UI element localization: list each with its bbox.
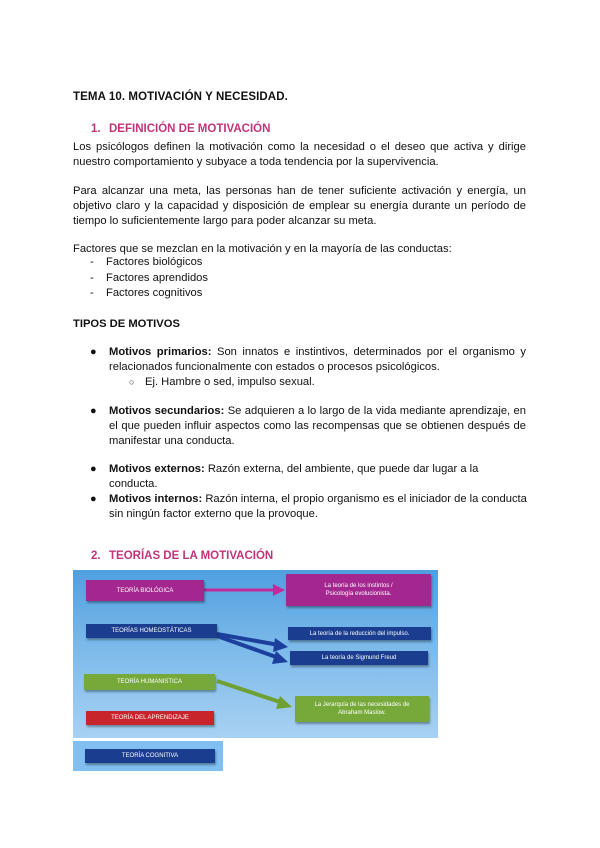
- motive-primary-line2: relacionados funcionalmente con estados o procesos psicológicos.: [109, 361, 440, 373]
- motive-primary-example: Ej. Hambre o sed, impulso sexual.: [145, 376, 315, 388]
- arrow-humanistic: [217, 681, 283, 703]
- motive-external-text: Razón externa, del ambiente, que puede dar lugar a la conducta.: [109, 463, 479, 490]
- factors-list: [73, 255, 208, 302]
- document-title: TEMA 10. MOTIVACIÓN Y NECESIDAD.: [73, 91, 288, 103]
- bullet-icon: ●: [90, 463, 97, 475]
- box-instinct-theory: [286, 574, 431, 606]
- factor-item: - Factores aprendidos: [73, 271, 208, 287]
- para2-line1: Para alcanzar una meta, las personas han de tener suficiente activación y energía, un: [73, 185, 526, 197]
- factor-item: - Factores cognitivos: [73, 286, 208, 302]
- box-maslow-hierarchy: [295, 696, 429, 722]
- section1-number: 1.: [91, 123, 101, 135]
- sub-bullet-icon: ○: [129, 377, 135, 387]
- para1-line2: nuestro comportamiento y subyace a toda tendencia por la supervivencia.: [73, 156, 439, 168]
- motive-external-label: Motivos externos:: [109, 463, 205, 475]
- box-theory-learning: TEORÍA DEL APRENDIZAJE: [86, 711, 214, 725]
- motive-secondary-line2: el que pueden influir aspectos como las recompensas que se obtienen después de: [109, 420, 526, 432]
- section1-heading: DEFINICIÓN DE MOTIVACIÓN: [109, 123, 271, 135]
- motive-internal-text: Razón interna, el propio organismo es el iniciador de la conducta: [205, 493, 527, 505]
- motive-primary-line1: [109, 345, 526, 360]
- box-theory-homeostatic: TEORÍAS HOMEOSTÁTICAS: [86, 624, 217, 638]
- para2-line2: objetivo claro y la capacidad y disposición de emplear su energía durante un período de: [73, 200, 526, 212]
- factor-item: - Factores biológicos: [73, 255, 208, 271]
- bullet-icon: ●: [90, 346, 97, 358]
- section2-heading: TEORÍAS DE LA MOTIVACIÓN: [109, 550, 274, 562]
- box-drive-reduction: La teoría de la reducción del impulso.: [288, 627, 431, 640]
- cognitive-theory-panel: [73, 741, 223, 771]
- para2-line3: tiempo lo suficientemente largo para poder alcanzar su meta.: [73, 215, 377, 227]
- motives-heading: TIPOS DE MOTIVOS: [73, 318, 180, 330]
- bullet-icon: ●: [90, 405, 97, 417]
- arrowhead-biological: [273, 584, 285, 596]
- arrowhead-homeostatic-2: [272, 651, 288, 664]
- para1-line1: Los psicólogos definen la motivación como la necesidad o el deseo que activa y dirige: [73, 141, 526, 153]
- motive-internal-line1: [109, 492, 529, 507]
- motive-external-line1: [109, 462, 529, 492]
- motive-internal-line2: sin ningún factor externo que la provoque.: [109, 508, 318, 520]
- box-freud-theory: La teoría de Sigmund Freud: [290, 651, 428, 665]
- motive-secondary-line1: [109, 404, 526, 419]
- box-maslow-line1: La Jerarquía de las necesidades de: [314, 702, 410, 708]
- motive-secondary-line3: manifestar una conducta.: [109, 435, 235, 447]
- box-theory-cognitive: TEORÍA COGNITIVA: [85, 749, 215, 763]
- box-theory-humanistic: TEORÍA HUMANISTICA: [84, 674, 215, 690]
- bullet-icon: ●: [90, 493, 97, 505]
- motive-internal-label: Motivos internos:: [109, 493, 203, 505]
- motive-primary-label: Motivos primarios:: [109, 346, 212, 358]
- box-instinct-line1: La teoría de los instintos /: [324, 583, 393, 589]
- factors-intro: Factores que se mezclan en la motivación y en la mayoría de las conductas:: [73, 243, 452, 255]
- section2-number: 2.: [91, 550, 101, 562]
- motive-primary-text: Son innatos e instintivos, determinados por el organismo y: [217, 346, 526, 358]
- motive-secondary-label: Motivos secundarios:: [109, 405, 225, 417]
- arrowhead-homeostatic-1: [273, 638, 288, 652]
- arrowhead-humanistic: [276, 696, 292, 709]
- box-theory-biological: TEORÍA BIOLÓGICA: [86, 580, 204, 601]
- box-instinct-line2: Psicología evolucionista.: [325, 591, 392, 597]
- theories-diagram: [73, 570, 438, 738]
- box-maslow-line2: Abraham Maslow.: [338, 710, 386, 716]
- motive-secondary-text: Se adquieren a lo largo de la vida mediante aprendizaje, en: [227, 405, 526, 417]
